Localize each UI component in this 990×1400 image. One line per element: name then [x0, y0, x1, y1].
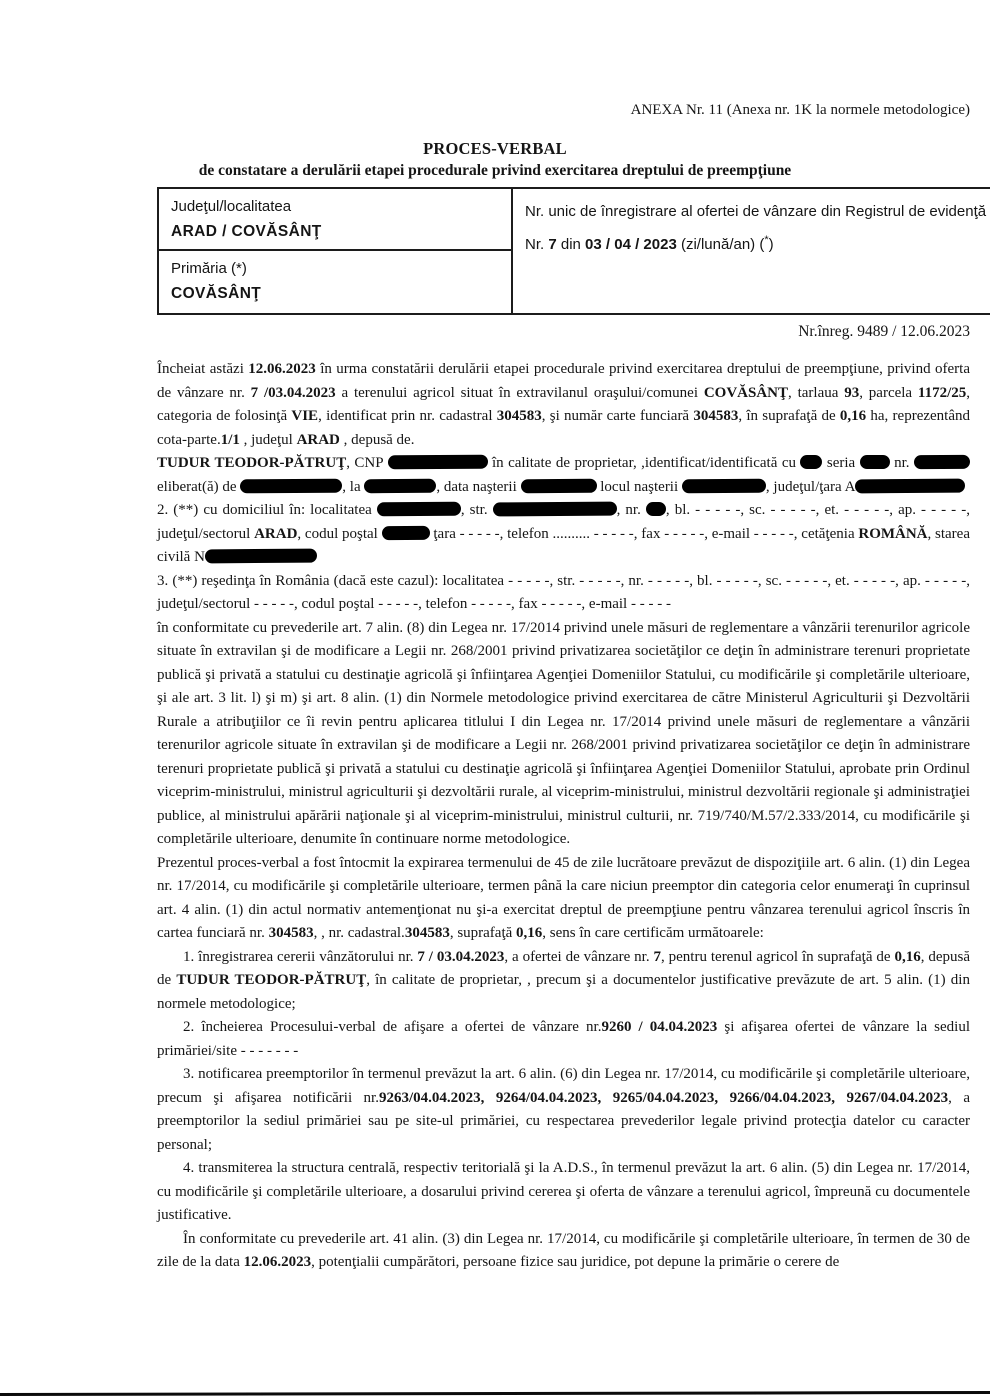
text-segment: , suprafaţă	[449, 925, 517, 941]
redaction-bar	[377, 502, 461, 517]
text-segment: a terenului agricol situat în extravilanul oraşului/comunei	[335, 384, 704, 401]
redaction-bar	[382, 525, 430, 539]
text-segment: )	[768, 236, 774, 253]
county-cell	[158, 188, 512, 250]
redaction-bar	[800, 455, 822, 469]
text-segment: 0,16	[894, 948, 921, 965]
text-segment: şi afişarea ofertei de vânzare la sediul primăriei/site - - - - - - -	[157, 1019, 971, 1059]
text-segment: 03 / 04 / 2023	[585, 236, 677, 253]
text-segment: 0,16	[516, 925, 543, 941]
text-segment: , categoria de folosinţă	[157, 384, 971, 424]
text-segment: (zi/lună/an) (	[676, 236, 765, 253]
text-segment: ha, reprezentând cota-parte.	[157, 408, 970, 448]
text-segment: ARAD	[296, 431, 340, 448]
text-segment: , nr.	[616, 502, 646, 518]
redaction-bar	[520, 478, 596, 493]
text-segment: TUDUR TEODOR-PĂTRUŢ	[176, 972, 367, 988]
text-segment: 304583	[268, 925, 314, 941]
text-segment: 7 / 03.04.2023	[417, 948, 505, 965]
text-segment: , starea civilă N	[157, 525, 970, 565]
text-segment: 7	[653, 948, 661, 965]
text-segment: 0,16	[839, 408, 867, 424]
paragraph-opening	[157, 358, 970, 452]
paragraph-item-3	[157, 1063, 970, 1157]
text-segment: , , nr. cadastral.	[313, 925, 405, 941]
text-segment: 2. (**) cu domiciliul în: localitatea	[157, 502, 377, 518]
text-segment: 3. notificarea preemptorilor în termenul prevăzut la art. 6 alin. (6) din Legea nr. 17/2014, cu modificările şi completările ulterioare, precum şi afişarea notificării nr.	[157, 1066, 970, 1106]
paragraph-closing	[157, 1228, 970, 1275]
paragraph-item-4	[157, 1157, 970, 1228]
text-segment: , judeţul/ţara A	[765, 478, 856, 495]
text-segment: 1. înregistrarea cererii vânzătorului nr.	[183, 948, 418, 965]
text-segment: 12.06.2023	[248, 361, 316, 377]
text-segment: , a preemptorilor la sediul primăriei sau pe site-ul primăriei, cu respectarea prevederilor legale privind protecţia datelor cu caracter personal;	[157, 1089, 970, 1153]
superscript-mark: *	[764, 234, 769, 246]
text-segment: , tarlaua	[788, 384, 845, 401]
text-segment: 9263/04.04.2023, 9264/04.04.2023, 9265/04.04.2023, 9266/04.04.2023, 9267/04.04.2023	[378, 1089, 949, 1106]
county-label: Judeţul/localitatea	[171, 198, 292, 215]
registration-number-line: Nr.înreg. 9489 / 12.06.2023	[798, 323, 970, 340]
text-segment: Nr.	[525, 236, 549, 253]
text-segment: Încheiat astăzi	[157, 361, 249, 377]
text-segment: 7 /03.04.2023	[250, 384, 336, 401]
text-segment: În conformitate cu prevederile art. 41 alin. (3) din Legea nr. 17/2014, cu modificările şi completările ulterioare, în termen de 30 de zile de la data	[157, 1230, 970, 1270]
text-segment: nr.	[889, 455, 914, 471]
redaction-bar	[860, 455, 890, 469]
document-body	[157, 358, 970, 1275]
text-segment: ARAD	[254, 525, 298, 542]
text-segment: COVĂSÂNŢ	[703, 384, 789, 401]
text-segment: 12.06.2023	[243, 1254, 312, 1270]
redaction-bar	[914, 455, 970, 469]
text-segment: 3. (**) reşedinţa în România (dacă este cazul): localitatea - - - - -, str. - - - - -, nr. - - - - -, bl. - - - - -, sc. - - - - -, et. - - - - -, ap. - - - - -, judeţul/sectorul - - - - -, codul poştal - - - - -, telefon - - - - -, fax - - - - -, e-mail - - - - -	[157, 572, 970, 612]
text-segment: , la	[342, 478, 365, 495]
text-segment: , în suprafaţă de	[738, 408, 840, 424]
text-segment: eliberat(ă) de	[157, 478, 241, 495]
text-segment: 304583	[693, 408, 739, 424]
cityhall-label: Primăria (*)	[171, 260, 247, 277]
offer-register-caption: Nr. unic de înregistrare al ofertei de vânzare din Registrul de evidenţă	[525, 203, 987, 220]
text-segment: seria	[822, 455, 860, 471]
redaction-bar	[364, 478, 436, 493]
text-segment: , bl. - - - - -, sc. - - - - -, et. - - - - -, ap. - - - - -, judeţul/sectorul	[157, 502, 970, 542]
redaction-bar	[855, 478, 965, 493]
paragraph-legal-basis	[157, 617, 970, 852]
paragraph-item-2	[157, 1016, 970, 1063]
anexa-note: ANEXA Nr. 11 (Anexa nr. 1K la normele metodologice)	[630, 102, 970, 118]
text-segment: , str.	[460, 502, 493, 518]
text-segment: , depusă de	[157, 948, 971, 988]
text-segment: 7	[548, 236, 557, 253]
text-segment: 2. încheierea Procesului-verbal de afişare a ofertei de vânzare nr.	[183, 1019, 602, 1035]
text-segment: 1172/25	[917, 384, 967, 401]
cityhall-value: COVĂSÂNŢ	[171, 285, 262, 302]
text-segment: TUDUR TEODOR-PĂTRUŢ	[157, 455, 347, 471]
text-segment: , potenţialii cumpărători, persoane fizice sau juridice, pot depune la primărie o cerere de	[311, 1254, 840, 1270]
text-segment: , CNP	[346, 455, 388, 471]
text-segment: locul naşterii	[596, 478, 682, 495]
text-segment: , pentru terenul agricol în suprafaţă de	[661, 948, 895, 965]
paragraph-owner-identity	[157, 452, 970, 499]
text-segment: , în calitate de proprietar, , precum şi a documentelor justificative prevăzute de art. 5 alin. (1) din normele metodologice;	[157, 972, 970, 1012]
text-segment: 304583	[496, 408, 542, 424]
text-segment: ţara - - - - -, telefon .......... - - - - -, fax - - - - -, e-mail - - - - -, cetăţenia	[429, 525, 859, 542]
offer-number-line	[525, 226, 990, 259]
text-segment: 93	[844, 384, 860, 401]
text-segment: , parcela	[859, 384, 918, 401]
document-subtitle: de constatare a derulării etapei procedurale privind exercitarea dreptului de preempţiune	[198, 162, 792, 179]
paragraph-item-1	[157, 946, 970, 1017]
text-segment: 1/1	[220, 431, 240, 448]
paragraph-residence	[157, 570, 970, 617]
redaction-bar	[205, 549, 317, 564]
text-segment: , sens în care certificăm următoarele:	[542, 925, 764, 941]
text-segment: Prezentul proces-verbal a fost întocmit la expirarea termenului de 45 de zile lucrătoare prevăzut de dispoziţiile art. 6 alin. (1) din Legea nr. 17/2014, cu modificările şi completările ulterioare, termen până la care niciun preemptor din categoria celor enumeraţi în cuprinsul art. 4 alin. (1) din actul normativ antemenţionat nu şi-a exercitat dreptul de preempţiune pentru vânzarea terenului agricol înscris în cartea funciară nr.	[157, 854, 970, 941]
text-segment: VIE	[291, 408, 319, 424]
text-segment: în conformitate cu prevederile art. 7 alin. (8) din Legea nr. 17/2014 privind unele măsuri de reglementare a vânzării terenurilor agricole situate în extravilan şi de modificare a Legii nr. 268/2001 privind privatizarea societăţilor ce deţin în administrare terenuri proprietate publică şi privată a statului cu destinaţie agricolă şi înfiinţarea Agenţiei Domeniilor Statului, cu modificările şi completările ulterioare, şi ale art. 3 lit. l) şi m) şi art. 8 alin. (1) din Normele metodologice privind exercitarea de către Ministerul Agriculturii şi Dezvoltării Rurale a atribuţiilor ce îi revin pentru aplicarea titlului I din Legea nr. 17/2014 privind unele măsuri de reglementare a vânzării terenurilor agricole situate în extravilan şi de modificare a Legii nr. 268/2001 privind privatizarea societăţilor ce deţin în administrare terenuri proprietate publică şi privată a statului cu destinaţie agricolă şi înfiinţarea Agenţiei Domeniilor Statului, aprobate prin Ordinul viceprim-ministrului, ministrul agriculturii şi dezvoltării rurale, al viceprim-ministrului, ministrul dezvoltării regionale şi administraţiei publice, al ministrului apărării naţionale şi al viceprim-ministrului, ministrul culturii, nr. 719/740/M.57/2.333/2014, cu modificările şi completările ulterioare, denumite în continuare norme metodologice.	[157, 619, 970, 847]
text-segment: 4. transmiterea la structura centrală, respectiv teritorială şi la A.D.S., în termenul prevăzut la art. 6 alin. (5) din Legea nr. 17/2014, cu modificările şi completările ulterioare, a dosarului privind cererea şi oferta de vânzare a terenului agricol, împreună cu documentele justificative.	[157, 1160, 970, 1223]
scan-edge-line	[0, 1391, 990, 1396]
text-segment: în calitate de proprietar, ,identificat/identificată cu	[487, 455, 801, 471]
redaction-bar	[493, 502, 617, 517]
text-segment: , codul poştal	[297, 525, 382, 542]
text-segment: , identificat prin nr. cadastral	[318, 408, 497, 424]
offer-register-cell	[512, 188, 990, 314]
registration-table	[157, 187, 990, 315]
text-segment: , data naşterii	[436, 478, 521, 495]
text-segment: ROMÂNĂ	[858, 525, 928, 542]
cityhall-cell	[158, 250, 512, 314]
text-segment: 304583	[404, 925, 450, 941]
document-title: PROCES-VERBAL	[423, 139, 567, 158]
text-segment: , a ofertei de vânzare nr.	[504, 948, 654, 965]
redaction-bar	[240, 478, 342, 493]
text-segment: în urma constatării derulării etapei procedurale privind exercitarea dreptului de preempţiune, privind oferta de vânzare nr.	[157, 361, 970, 401]
text-segment: din	[556, 236, 586, 253]
redaction-bar	[646, 502, 666, 516]
text-segment: , şi număr carte funciară	[541, 408, 694, 424]
redaction-bar	[682, 478, 766, 493]
county-value: ARAD / COVĂSÂNŢ	[171, 223, 322, 240]
text-segment: , depusă de.	[339, 431, 415, 448]
redaction-bar	[387, 455, 487, 470]
text-segment: , judeţul	[239, 431, 297, 448]
paragraph-certification	[157, 852, 970, 946]
text-segment: 9260 / 04.04.2023	[601, 1019, 718, 1035]
paragraph-domicile	[157, 499, 970, 570]
